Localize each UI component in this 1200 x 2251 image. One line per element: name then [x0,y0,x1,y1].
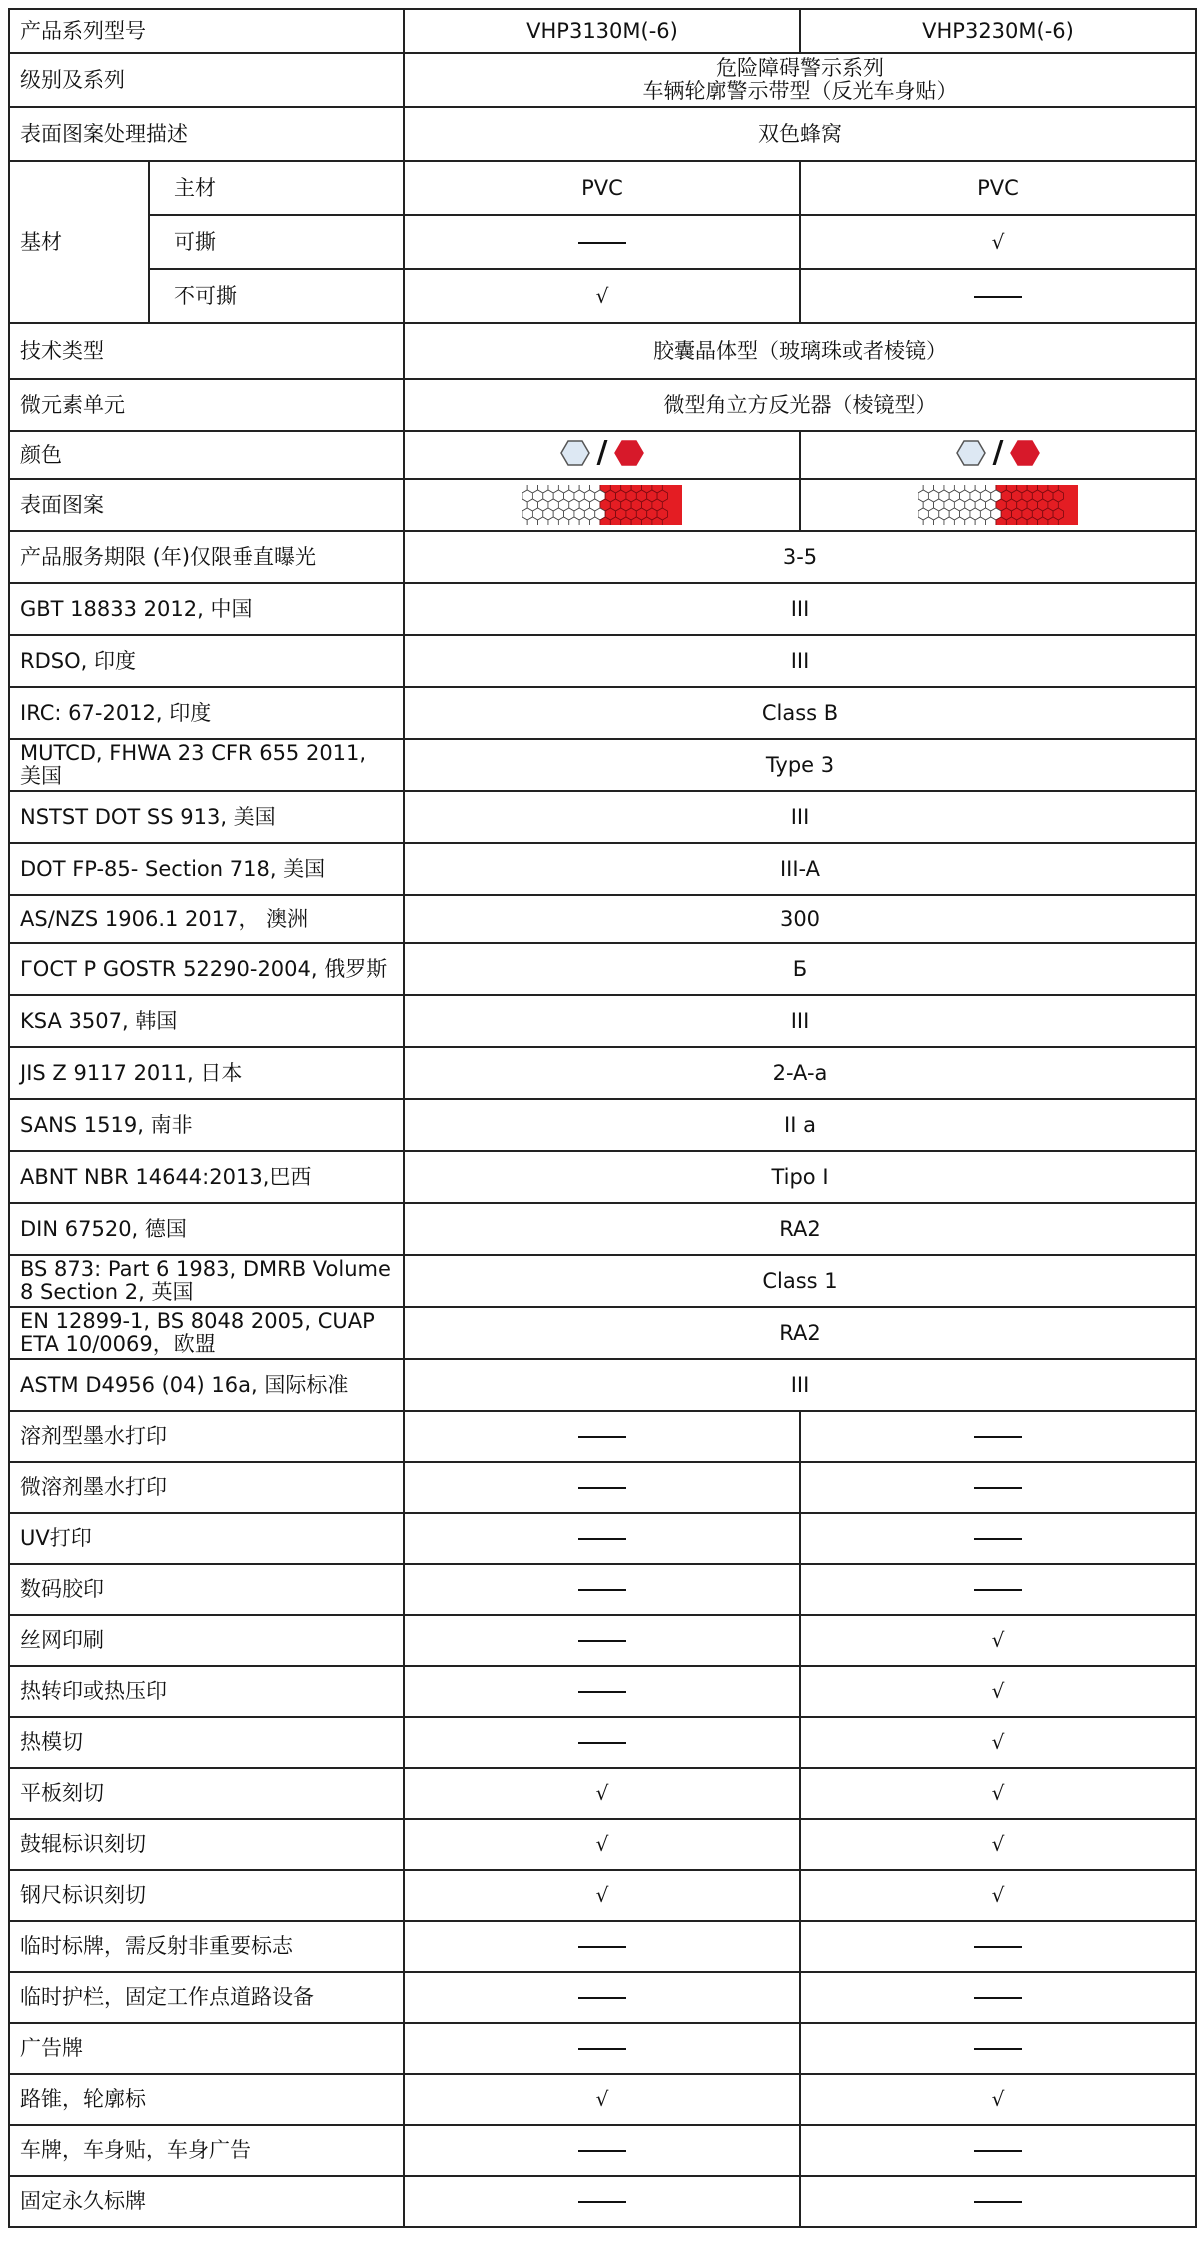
application-row [9,1870,1196,1921]
application-v2 [800,1768,1196,1819]
application-v2 [800,2074,1196,2125]
red-hexagon-icon [613,439,645,467]
application-label: 丝网印刷 [9,1615,404,1666]
application-v2 [800,1666,1196,1717]
check-mark: √ [991,1832,1005,1856]
check-mark: √ [991,2087,1005,2111]
dash-mark [974,2201,1022,2203]
application-v1 [404,1921,800,1972]
standard-value: II a [404,1099,1196,1151]
standard-label: IRC: 67-2012, 印度 [9,687,404,739]
surface-pattern-cell [404,479,800,531]
standard-label: EN 12899-1, BS 8048 2005, CUAP ETA 10/0069，欧盟 [9,1307,404,1359]
application-v1 [404,1666,800,1717]
substrate-tearable-v1 [404,215,800,269]
application-v1 [404,2074,800,2125]
standard-label: DOT FP-85- Section 718, 美国 [9,843,404,895]
dash-mark [578,1742,626,1744]
standard-row [9,1151,1196,1203]
standard-row [9,943,1196,995]
application-v1 [404,1462,800,1513]
substrate-main-v2: PVC [800,161,1196,215]
application-row [9,1921,1196,1972]
application-row [9,1666,1196,1717]
standard-label: NSTST DOT SS 913, 美国 [9,791,404,843]
dash-mark [578,1640,626,1642]
surface-desc-value: 双色蜂窝 [404,107,1196,161]
micro-unit-row [9,379,1196,431]
dash-mark [974,296,1022,298]
standard-value: Type 3 [404,739,1196,791]
application-label: 路锥，轮廓标 [9,2074,404,2125]
check-mark: √ [991,1730,1005,1754]
check-mark: √ [991,1781,1005,1805]
surface-pattern-cell [800,479,1196,531]
standard-value: III [404,583,1196,635]
standard-row [9,791,1196,843]
dash-mark [974,1487,1022,1489]
standard-value: Class B [404,687,1196,739]
dash-mark [578,1538,626,1540]
color-row [9,431,1196,479]
honeycomb-pattern-icon [918,485,1078,525]
application-v2 [800,1564,1196,1615]
dash-mark [974,1946,1022,1948]
application-label: 临时护栏，固定工作点道路设备 [9,1972,404,2023]
dash-mark [578,1436,626,1438]
surface-pattern-label: 表面图案 [9,479,404,531]
application-label: 钢尺标识刻切 [9,1870,404,1921]
standard-value: III [404,791,1196,843]
standard-row [9,995,1196,1047]
substrate-label: 基材 [9,161,149,323]
standard-label: 产品服务期限 (年)仅限垂直曝光 [9,531,404,583]
dash-mark [578,2048,626,2050]
application-label: 广告牌 [9,2023,404,2074]
application-label: 微溶剂墨水打印 [9,1462,404,1513]
standard-label: ГОСТ Р GOSTR 52290-2004, 俄罗斯 [9,943,404,995]
application-v1 [404,2125,800,2176]
standard-value: 300 [404,895,1196,943]
application-row [9,1768,1196,1819]
application-v2 [800,1615,1196,1666]
application-v1 [404,1972,800,2023]
check-mark: √ [595,1832,609,1856]
standard-label: RDSO, 印度 [9,635,404,687]
standard-value: RA2 [404,1307,1196,1359]
substrate-sub-label: 主材 [149,161,404,215]
standard-row [9,583,1196,635]
application-v1 [404,2176,800,2227]
standard-row [9,687,1196,739]
application-row [9,2176,1196,2227]
header-label: 产品系列型号 [9,9,404,53]
dash-mark [974,2048,1022,2050]
application-v1 [404,1870,800,1921]
application-label: 平板刻切 [9,1768,404,1819]
grade-line-2: 车辆轮廓警示带型（反光车身贴） [642,79,958,103]
dash-mark [578,2201,626,2203]
dash-mark [578,242,626,244]
application-row [9,1972,1196,2023]
color-label: 颜色 [9,431,404,479]
application-v1 [404,1564,800,1615]
standard-label: JIS Z 9117 2011, 日本 [9,1047,404,1099]
standard-row [9,1307,1196,1359]
check-mark: √ [991,1628,1005,1652]
standard-row [9,895,1196,943]
standard-value: III [404,995,1196,1047]
application-v2 [800,1870,1196,1921]
check-mark: √ [595,1781,609,1805]
dash-mark [578,1487,626,1489]
application-v2 [800,1411,1196,1462]
standard-value: 2-A-a [404,1047,1196,1099]
standard-label: ABNT NBR 14644:2013,巴西 [9,1151,404,1203]
application-v1 [404,1411,800,1462]
application-v1 [404,1717,800,1768]
application-v1 [404,1615,800,1666]
application-v2 [800,1462,1196,1513]
standard-value: Б [404,943,1196,995]
application-v2 [800,1921,1196,1972]
application-v1 [404,1819,800,1870]
micro-unit-value: 微型角立方反光器（棱镜型） [404,379,1196,431]
application-label: UV打印 [9,1513,404,1564]
application-row [9,2074,1196,2125]
standard-row [9,843,1196,895]
standard-row [9,635,1196,687]
substrate-row-main [9,161,1196,215]
surface-pattern-row [9,479,1196,531]
standard-row [9,1359,1196,1411]
application-label: 临时标牌，需反射非重要标志 [9,1921,404,1972]
standard-label: ASTM D4956 (04) 16a, 国际标准 [9,1359,404,1411]
white-hexagon-icon [559,439,591,467]
application-row [9,1615,1196,1666]
application-label: 车牌，车身贴，车身广告 [9,2125,404,2176]
dash-mark [578,1997,626,1999]
application-v2 [800,1717,1196,1768]
honeycomb-pattern-icon [522,485,682,525]
check-mark: √ [595,1883,609,1907]
substrate-row-tearable [9,215,1196,269]
application-row [9,2125,1196,2176]
application-v1 [404,1513,800,1564]
standard-value: RA2 [404,1203,1196,1255]
application-row [9,1513,1196,1564]
header-row [9,9,1196,53]
check-mark: √ [595,2087,609,2111]
color-slash: / [596,434,608,470]
dash-mark [578,2150,626,2152]
standard-row [9,1255,1196,1307]
grade-line-1: 危险障碍警示系列 [716,56,884,80]
substrate-nontearable-v1 [404,269,800,323]
check-mark: √ [991,1679,1005,1703]
grade-value [404,53,1196,107]
standard-value: Tipo I [404,1151,1196,1203]
application-row [9,1564,1196,1615]
substrate-sub-label: 不可撕 [149,269,404,323]
standard-row [9,1047,1196,1099]
tech-type-label: 技术类型 [9,323,404,379]
application-label: 热模切 [9,1717,404,1768]
surface-desc-row [9,107,1196,161]
standard-label: KSA 3507, 韩国 [9,995,404,1047]
substrate-nontearable-v2 [800,269,1196,323]
application-row [9,2023,1196,2074]
spec-table [8,8,1197,2228]
dash-mark [974,1589,1022,1591]
model-1: VHP3130M(-6) [404,9,800,53]
standard-row [9,1203,1196,1255]
standard-row [9,1099,1196,1151]
standard-value: III [404,1359,1196,1411]
color-swatch [955,434,1042,470]
application-v2 [800,1513,1196,1564]
standard-row [9,739,1196,791]
standard-row [9,531,1196,583]
application-row [9,1462,1196,1513]
application-v2 [800,1972,1196,2023]
application-v2 [800,2125,1196,2176]
standard-label: DIN 67520, 德国 [9,1203,404,1255]
standard-value: Class 1 [404,1255,1196,1307]
color-swatch [559,434,646,470]
color-swatch-cell [404,431,800,479]
check-mark: √ [991,1883,1005,1907]
standard-value: III [404,635,1196,687]
dash-mark [974,1436,1022,1438]
standard-label: AS/NZS 1906.1 2017， 澳洲 [9,895,404,943]
application-row [9,1819,1196,1870]
standard-label: SANS 1519, 南非 [9,1099,404,1151]
application-label: 数码胶印 [9,1564,404,1615]
dash-mark [974,2150,1022,2152]
application-v2 [800,2176,1196,2227]
application-row [9,1717,1196,1768]
application-v1 [404,1768,800,1819]
surface-desc-label: 表面图案处理描述 [9,107,404,161]
standard-value: III-A [404,843,1196,895]
white-hexagon-icon [955,439,987,467]
standard-value: 3-5 [404,531,1196,583]
application-label: 热转印或热压印 [9,1666,404,1717]
dash-mark [578,1946,626,1948]
grade-row [9,53,1196,107]
substrate-tearable-v2 [800,215,1196,269]
application-v2 [800,2023,1196,2074]
standard-label: BS 873: Part 6 1983, DMRB Volume 8 Section 2, 英国 [9,1255,404,1307]
standard-label: GBT 18833 2012, 中国 [9,583,404,635]
dash-mark [578,1589,626,1591]
dash-mark [974,1997,1022,1999]
dash-mark [578,1691,626,1693]
application-row [9,1411,1196,1462]
red-hexagon-icon [1009,439,1041,467]
application-label: 溶剂型墨水打印 [9,1411,404,1462]
substrate-sub-label: 可撕 [149,215,404,269]
color-swatch-cell [800,431,1196,479]
tech-type-value: 胶囊晶体型（玻璃珠或者棱镜） [404,323,1196,379]
tech-type-row [9,323,1196,379]
standard-label: MUTCD, FHWA 23 CFR 655 2011, 美国 [9,739,404,791]
application-label: 固定永久标牌 [9,2176,404,2227]
substrate-main-v1: PVC [404,161,800,215]
application-v1 [404,2023,800,2074]
check-mark: √ [595,283,609,308]
application-label: 鼓辊标识刻切 [9,1819,404,1870]
dash-mark [974,1538,1022,1540]
model-2: VHP3230M(-6) [800,9,1196,53]
micro-unit-label: 微元素单元 [9,379,404,431]
grade-label: 级别及系列 [9,53,404,107]
color-slash: / [992,434,1004,470]
application-v2 [800,1819,1196,1870]
check-mark: √ [991,229,1005,254]
substrate-row-nontearable [9,269,1196,323]
